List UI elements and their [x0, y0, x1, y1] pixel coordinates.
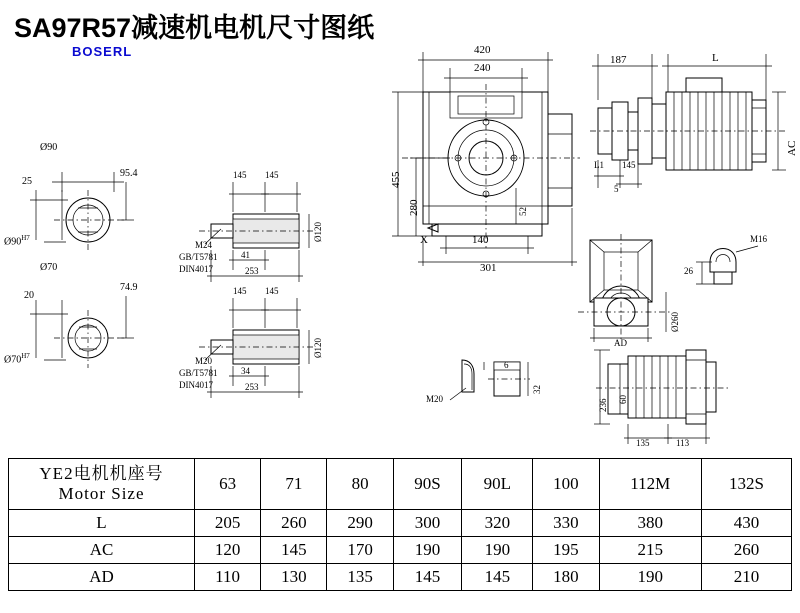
sect1-std1: GB/T5781 — [179, 252, 218, 262]
cell-AC-7: 260 — [702, 537, 792, 564]
main-dim-301: 301 — [480, 262, 497, 274]
cell-AC-6: 215 — [599, 537, 701, 564]
cell-AD-7: 210 — [702, 564, 792, 591]
sect1-std2: DIN4017 — [179, 264, 213, 274]
sect2-thread: M20 — [195, 356, 213, 366]
table-col-4: 90L — [462, 459, 533, 510]
cell-AC-4: 190 — [462, 537, 533, 564]
shaft-len-label-1: 25 — [22, 176, 32, 187]
main-dim-280: 280 — [408, 199, 420, 216]
table-col-6: 112M — [599, 459, 701, 510]
sect1-dim-a: 145 — [233, 170, 247, 180]
shaft-end-view-70 — [4, 262, 154, 380]
main-gearbox-view — [380, 44, 600, 278]
main-mark-x: X — [420, 234, 428, 246]
gearbox-end-view — [570, 232, 700, 352]
shaft-height-label-1: 95.4 — [120, 168, 138, 179]
cell-AD-6: 190 — [599, 564, 701, 591]
cell-AC-5: 195 — [533, 537, 599, 564]
sect2-total: 253 — [245, 382, 259, 392]
shaft-section-view-1 — [179, 170, 345, 287]
motor-dim-145: 145 — [622, 160, 636, 170]
cell-AC-3: 190 — [393, 537, 462, 564]
table-header-line1: YE2电机机座号 — [39, 464, 164, 483]
motor-dim-L1: L1 — [594, 160, 604, 170]
row-label-AC: AC — [9, 537, 195, 564]
table-row — [9, 564, 792, 591]
table-header-label — [9, 459, 195, 510]
end-view-AD: AD — [614, 338, 627, 348]
cell-AD-0: 110 — [195, 564, 261, 591]
motor-assembly-view — [590, 48, 798, 218]
sect1-dia: Ø120 — [313, 222, 323, 242]
sect2-dia: Ø120 — [313, 338, 323, 358]
sect2-std1: GB/T5781 — [179, 368, 218, 378]
cell-AD-4: 145 — [462, 564, 533, 591]
sect1-total: 253 — [245, 266, 259, 276]
table-header-line2: Motor Size — [58, 484, 145, 503]
table-col-5: 100 — [533, 459, 599, 510]
sect2-dim-a: 145 — [233, 286, 247, 296]
main-dim-140: 140 — [472, 234, 489, 246]
sect2-std2: DIN4017 — [179, 380, 213, 390]
table-col-1: 71 — [261, 459, 327, 510]
table-col-0: 63 — [195, 459, 261, 510]
key-dim-32: 32 — [532, 385, 542, 394]
motor-dim-187: 187 — [610, 54, 627, 66]
flange-dim-236: 236 — [598, 398, 608, 412]
main-dim-52: 52 — [518, 207, 528, 216]
eyebolt-thread-m16: M16 — [750, 234, 768, 244]
motor-dim-5: 5 — [614, 184, 619, 194]
table-col-7: 132S — [702, 459, 792, 510]
eyebolt-dim-26: 26 — [684, 266, 693, 276]
shaft-bore-label-2: $Ø70^{H7}$ — [4, 352, 30, 366]
flange-mount-view — [590, 346, 770, 456]
main-dim-455: 455 — [390, 171, 402, 188]
table-row — [9, 537, 792, 564]
shaft-len-label-2: 20 — [24, 290, 34, 301]
shaft-section-view-2 — [179, 286, 345, 403]
shaft-end-view-90 — [4, 142, 154, 260]
shaft-od-label-2: Ø70 — [40, 262, 58, 273]
cell-AD-3: 145 — [393, 564, 462, 591]
cell-L-7: 430 — [702, 510, 792, 537]
table-col-3: 90S — [393, 459, 462, 510]
end-view-dia-260: Ø260 — [670, 312, 680, 332]
sect1-thread: M24 — [195, 240, 213, 250]
cell-AD-2: 135 — [327, 564, 393, 591]
main-dim-420: 420 — [474, 44, 491, 56]
cell-AC-2: 170 — [327, 537, 393, 564]
shaft-od-label-1: Ø90 — [40, 142, 58, 153]
cell-L-0: 205 — [195, 510, 261, 537]
sect2-dim-b: 145 — [265, 286, 279, 296]
motor-size-table — [8, 458, 792, 591]
sect2-mid: 34 — [241, 366, 250, 376]
cell-AC-1: 145 — [261, 537, 327, 564]
flange-dim-113: 113 — [676, 438, 690, 448]
bore-tolerance-1: H7 — [21, 234, 30, 242]
cell-L-1: 260 — [261, 510, 327, 537]
motor-dim-L: L — [712, 52, 719, 64]
cell-L-6: 380 — [599, 510, 701, 537]
cell-L-2: 290 — [327, 510, 393, 537]
cell-AD-1: 130 — [261, 564, 327, 591]
sect1-mid: 41 — [241, 250, 250, 260]
cell-L-4: 320 — [462, 510, 533, 537]
cell-AC-0: 120 — [195, 537, 261, 564]
flange-dim-60: 60 — [618, 395, 628, 404]
row-label-L: L — [9, 510, 195, 537]
cell-L-5: 330 — [533, 510, 599, 537]
main-dim-240: 240 — [474, 62, 491, 74]
key-thread-m20: M20 — [426, 394, 444, 404]
shaft-bore-label-1: $Ø90^{H7}$ — [4, 234, 30, 248]
table-col-2: 80 — [327, 459, 393, 510]
sect1-dim-b: 145 — [265, 170, 279, 180]
bore-tolerance-2: H7 — [21, 352, 30, 360]
eyebolt-detail-view — [684, 228, 782, 298]
table-header-row — [9, 459, 792, 510]
table-body — [9, 459, 792, 591]
key-dim-6: 6 — [504, 360, 509, 370]
shaft-height-label-2: 74.9 — [120, 282, 138, 293]
row-label-AD: AD — [9, 564, 195, 591]
page-title: SA97R57减速机电机尺寸图纸 — [14, 13, 375, 43]
key-detail-view — [420, 348, 550, 418]
cell-AD-5: 180 — [533, 564, 599, 591]
table-row — [9, 510, 792, 537]
flange-dim-135: 135 — [636, 438, 650, 448]
cell-L-3: 300 — [393, 510, 462, 537]
motor-dim-AC: AC — [786, 140, 798, 156]
brand-logo: BOSERL — [72, 44, 133, 59]
